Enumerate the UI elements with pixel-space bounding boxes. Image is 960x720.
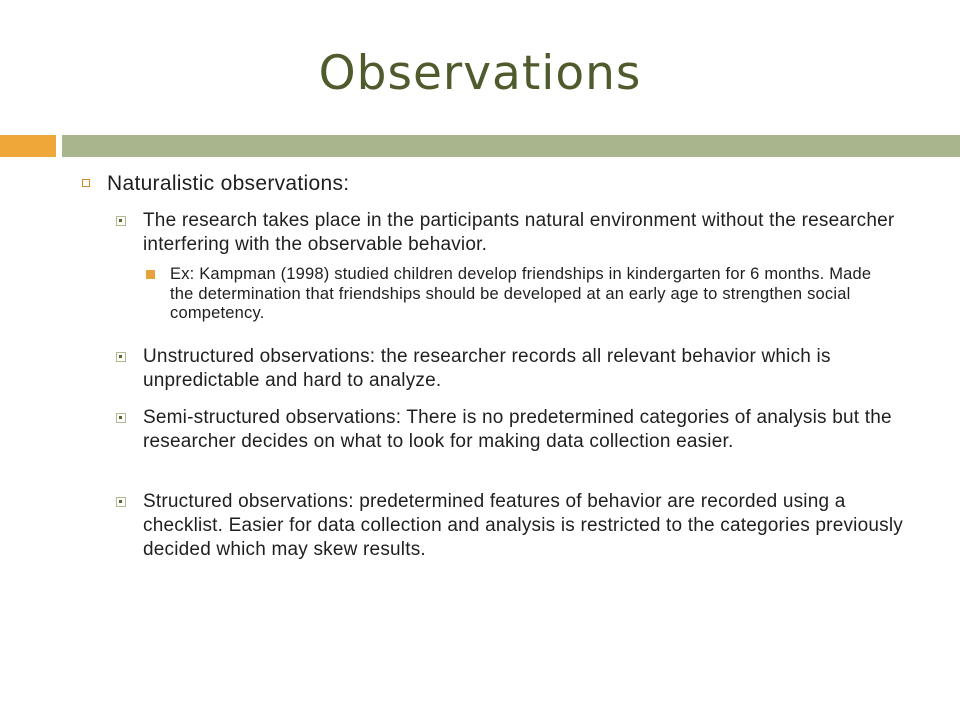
accent-bar-green (62, 135, 960, 157)
slide-title: Observations (318, 46, 642, 101)
bullet-naturalistic (107, 172, 907, 196)
sub-bullet-unstructured (143, 345, 903, 393)
bullet-text: The research takes place in the participants natural environment without the researcher interfering with the observable behavior. (143, 210, 895, 255)
square-bullet-icon (116, 497, 126, 507)
bullet-text: Unstructured observations: the researcher records all relevant behavior which is unpredictable and hard to analyze. (143, 346, 831, 391)
square-bullet-icon (116, 413, 126, 423)
sub-bullet-structured (143, 490, 903, 562)
hollow-square-bullet-icon (82, 179, 90, 187)
square-bullet-icon (116, 352, 126, 362)
bullet-text: Semi-structured observations: There is no predetermined categories of analysis but the researcher decides on what to look for making data collection easier. (143, 407, 892, 452)
sub-sub-bullet-example (170, 265, 890, 324)
filled-square-bullet-icon (146, 270, 155, 279)
square-bullet-icon (116, 216, 126, 226)
bullet-text: Naturalistic observations: (107, 172, 350, 195)
accent-bar-orange (0, 135, 56, 157)
sub-bullet-naturalistic-desc (143, 209, 903, 257)
bullet-text: Structured observations: predetermined features of behavior are recorded using a checklist. Easier for data collection and analysis is restricted to the categories previously decided which may skew results. (143, 491, 903, 560)
bullet-text: Ex: Kampman (1998) studied children develop friendships in kindergarten for 6 months. Made the determination that friendships should be developed at an early age to strengthen social competency. (170, 265, 872, 322)
sub-bullet-semi-structured (143, 406, 903, 454)
